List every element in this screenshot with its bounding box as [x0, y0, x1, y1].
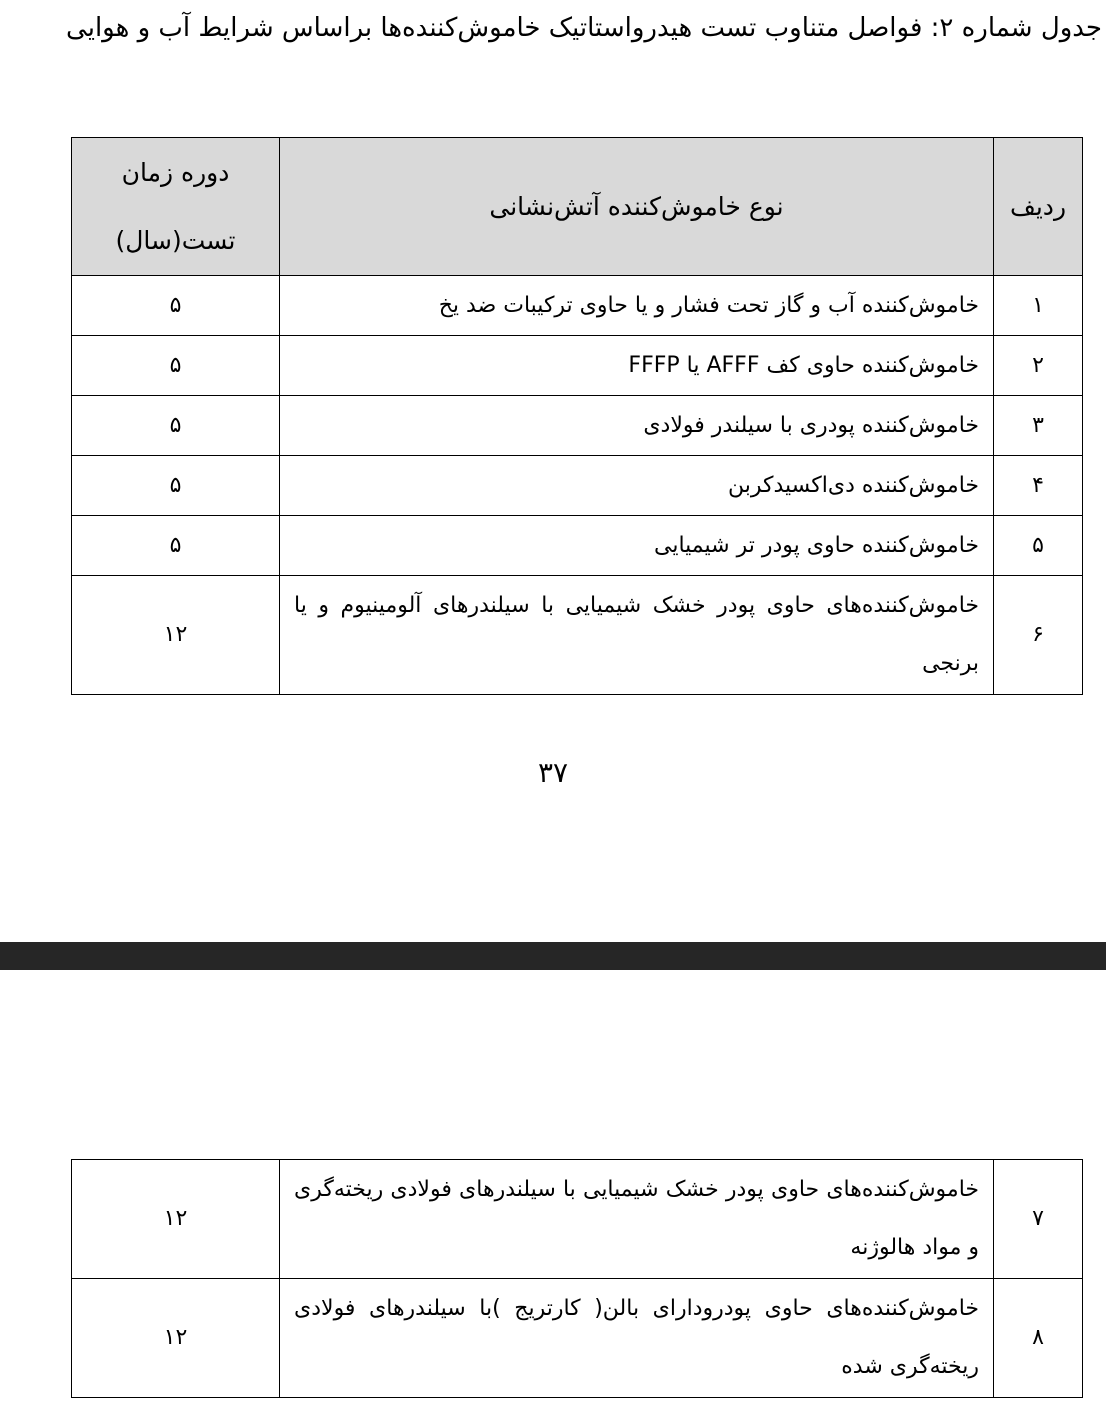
- table-row: [72, 516, 1083, 576]
- table-caption: جدول شماره ۲: فواصل متناوب تست هیدرواستاتیک خاموش‌کننده‌ها براساس شرایط آب و هوایی: [66, 13, 1102, 43]
- extinguisher-type: خاموش‌کننده آب و گاز تحت فشار و یا حاوی ترکیبات ضد یخ: [280, 276, 994, 336]
- row-number: ۵: [994, 516, 1083, 576]
- test-period: ۵: [72, 516, 280, 576]
- table-row: [72, 336, 1083, 396]
- extinguisher-type: خاموش‌کننده‌های حاوی پودرودارای بالن( کارتریج )با سیلندرهای فولادی ریخته‌گری شده: [280, 1279, 994, 1398]
- row-number: ۸: [994, 1279, 1083, 1398]
- extinguisher-type: خاموش‌کننده حاوی کف AFFF یا FFFP: [280, 336, 994, 396]
- table-row: [72, 1279, 1083, 1398]
- row-number: ۳: [994, 396, 1083, 456]
- extinguisher-type: خاموش‌کننده حاوی پودر تر شیمیایی: [280, 516, 994, 576]
- page-separator: [0, 942, 1106, 970]
- row-number: ۷: [994, 1160, 1083, 1279]
- table-row: [72, 1160, 1083, 1279]
- extinguisher-type: خاموش‌کننده‌های حاوی پودر خشک شیمیایی با سیلندرهای آلومینیوم و یا برنجی: [280, 576, 994, 695]
- row-number: ۴: [994, 456, 1083, 516]
- row-number: ۲: [994, 336, 1083, 396]
- extinguisher-test-table: [71, 137, 1083, 695]
- test-period: ۱۲: [72, 1279, 280, 1398]
- row-number: ۱: [994, 276, 1083, 336]
- header-extinguisher-type: نوع خاموش‌کننده آتش‌نشانی: [280, 138, 994, 276]
- table-row: [72, 276, 1083, 336]
- page-number: ۳۷: [537, 756, 569, 789]
- table-row: [72, 456, 1083, 516]
- extinguisher-type: خاموش‌کننده پودری با سیلندر فولادی: [280, 396, 994, 456]
- header-test-period: دوره زمان تست(سال): [72, 138, 280, 276]
- test-period: ۵: [72, 336, 280, 396]
- test-period: ۵: [72, 456, 280, 516]
- table-row: [72, 396, 1083, 456]
- row-number: ۶: [994, 576, 1083, 695]
- extinguisher-test-table-continued: [71, 1159, 1083, 1398]
- test-period: ۱۲: [72, 1160, 280, 1279]
- table-header-row: [72, 138, 1083, 276]
- extinguisher-type: خاموش‌کننده‌های حاوی پودر خشک شیمیایی با سیلندرهای فولادی ریخته‌گری و مواد هالوژنه: [280, 1160, 994, 1279]
- test-period: ۵: [72, 276, 280, 336]
- test-period: ۱۲: [72, 576, 280, 695]
- table-row: [72, 576, 1083, 695]
- header-row-number: ردیف: [994, 138, 1083, 276]
- extinguisher-type: خاموش‌کننده دی‌اکسیدکربن: [280, 456, 994, 516]
- test-period: ۵: [72, 396, 280, 456]
